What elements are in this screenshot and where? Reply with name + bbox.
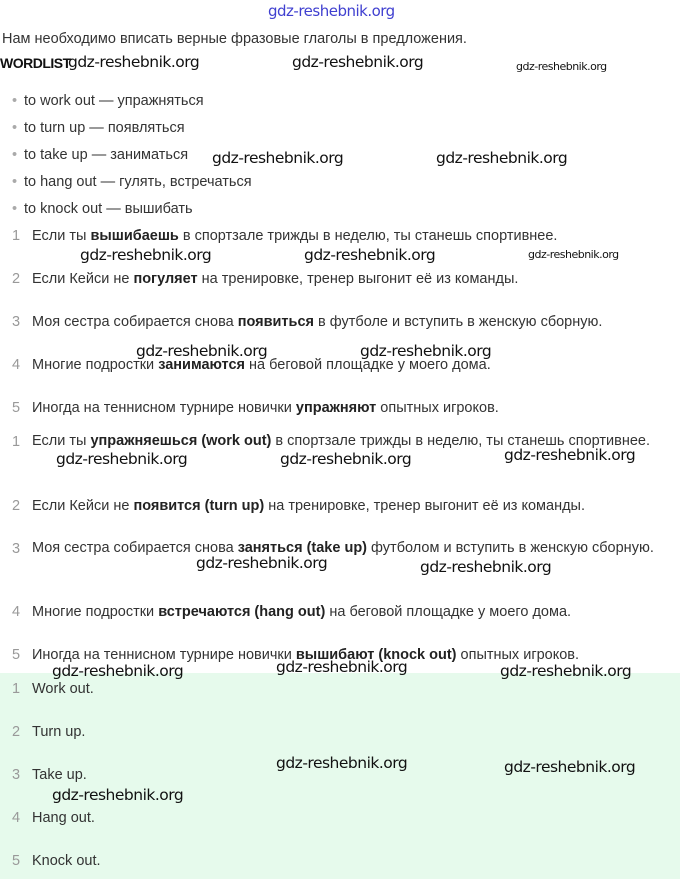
item-number: 5: [12, 400, 21, 416]
answer-text: Hang out.: [32, 810, 95, 826]
item-number: 4: [12, 810, 21, 826]
sentence-answer: встречаются (hang out): [158, 604, 326, 620]
sentence-text: [32, 227, 557, 245]
sentence-text: [32, 497, 585, 515]
item-number: 5: [12, 647, 21, 663]
sentence-post: в футболе и вступить в женскую сборную.: [313, 314, 603, 330]
bullet-icon: •: [12, 120, 18, 136]
item-number: 2: [12, 724, 21, 740]
watermark: gdz-reshebnik.org: [268, 2, 395, 20]
item-number: 2: [12, 498, 21, 514]
watermark: gdz-reshebnik.org: [436, 149, 568, 167]
sentence-pre: Если Кейси не: [32, 271, 134, 287]
watermark: gdz-reshebnik.org: [504, 446, 636, 464]
sentence-text: [32, 270, 518, 288]
item-number: 4: [12, 357, 21, 373]
watermark: gdz-reshebnik.org: [196, 554, 328, 572]
item-number: 5: [12, 853, 21, 869]
item-number: 3: [12, 541, 21, 557]
watermark: gdz-reshebnik.org: [516, 60, 607, 73]
watermark: gdz-reshebnik.org: [420, 558, 552, 576]
watermark: gdz-reshebnik.org: [80, 246, 212, 264]
answer-text: Turn up.: [32, 724, 86, 740]
sentence-answer: погуляет: [133, 271, 198, 287]
sentence-answer: заняться (take up): [237, 540, 368, 556]
watermark: gdz-reshebnik.org: [276, 754, 408, 772]
sentence-post: на беговой площадке у моего дома.: [325, 604, 572, 620]
watermark: gdz-reshebnik.org: [136, 342, 268, 360]
watermark: gdz-reshebnik.org: [276, 658, 408, 676]
sentence-post: опытных игроков.: [376, 400, 499, 416]
wordlist-text: to hang out — гулять, встречаться: [24, 174, 252, 190]
sentence-pre: Моя сестра собирается снова: [32, 314, 238, 330]
intro-text: Нам необходимо вписать верные фразовые глаголы в предложения.: [2, 31, 467, 47]
sentence-answer: вышибают (knock out): [295, 647, 457, 663]
sentence-pre: Иногда на теннисном турнире новички: [32, 400, 296, 416]
item-number: 1: [12, 434, 21, 450]
sentence-post: на беговой площадке у моего дома.: [245, 357, 491, 373]
watermark: gdz-reshebnik.org: [280, 450, 412, 468]
sentence-pre: Многие подростки: [32, 357, 159, 373]
sentence-post: опытных игроков.: [456, 647, 580, 663]
watermark: gdz-reshebnik.org: [68, 53, 200, 71]
wordlist-text: to knock out — вышибать: [24, 201, 193, 217]
answer-text: Take up.: [32, 767, 87, 783]
sentence-pre: Если ты: [32, 433, 91, 449]
watermark: gdz-reshebnik.org: [528, 248, 619, 261]
bullet-icon: •: [12, 147, 18, 163]
sentence-pre: Моя сестра собирается снова: [32, 540, 238, 556]
bullet-icon: •: [12, 201, 18, 217]
sentence-post: на тренировке, тренер выгонит её из команды.: [197, 271, 519, 287]
item-number: 1: [12, 228, 21, 244]
item-number: 2: [12, 271, 21, 287]
sentence-answer: появиться: [237, 314, 314, 330]
sentence-pre: Иногда на теннисном турнире новички: [32, 647, 296, 663]
wordlist-text: to turn up — появляться: [24, 120, 185, 136]
watermark: gdz-reshebnik.org: [52, 662, 184, 680]
watermark: gdz-reshebnik.org: [360, 342, 492, 360]
sentence-pre: Если ты: [32, 228, 91, 244]
sentence-text: [32, 313, 602, 331]
sentence-post: в спортзале трижды в неделю, ты станешь спортивнее.: [178, 228, 558, 244]
sentence-text: [24, 534, 654, 563]
sentence-answer: вышибаешь: [90, 228, 179, 244]
sentence-post: на тренировке, тренер выгонит её из команды.: [264, 498, 585, 514]
bullet-icon: •: [12, 174, 18, 190]
watermark: gdz-reshebnik.org: [56, 450, 188, 468]
sentence-text: [32, 399, 499, 417]
watermark: gdz-reshebnik.org: [500, 662, 632, 680]
watermark: gdz-reshebnik.org: [52, 786, 184, 804]
sentence-answer: занимаются: [158, 357, 245, 373]
watermark: gdz-reshebnik.org: [292, 53, 424, 71]
wordlist-heading: WORDLIST: [0, 55, 71, 71]
item-number: 3: [12, 767, 21, 783]
watermark: gdz-reshebnik.org: [304, 246, 436, 264]
watermark: gdz-reshebnik.org: [504, 758, 636, 776]
watermark: gdz-reshebnik.org: [212, 149, 344, 167]
item-number: 4: [12, 604, 21, 620]
wordlist-text: to work out — упражняться: [24, 93, 204, 109]
sentence-answer: упражняешься (work out): [90, 433, 272, 449]
answer-text: Knock out.: [32, 853, 101, 869]
sentence-pre: Если Кейси не: [32, 498, 134, 514]
answers-panel: [0, 673, 680, 879]
bullet-icon: •: [12, 93, 18, 109]
wordlist-text: to take up — заниматься: [24, 147, 189, 163]
item-number: 1: [12, 681, 21, 697]
sentence-answer: упражняют: [295, 400, 377, 416]
sentence-text: [32, 603, 571, 621]
sentence-pre: Многие подростки: [32, 604, 159, 620]
sentence-post: футболом и вступить в женскую сборную.: [367, 540, 654, 556]
answer-text: Work out.: [32, 681, 94, 697]
sentence-answer: появится (turn up): [133, 498, 265, 514]
item-number: 3: [12, 314, 21, 330]
sentence-post: в спортзале трижды в неделю, ты станешь спортивнее.: [271, 433, 650, 449]
